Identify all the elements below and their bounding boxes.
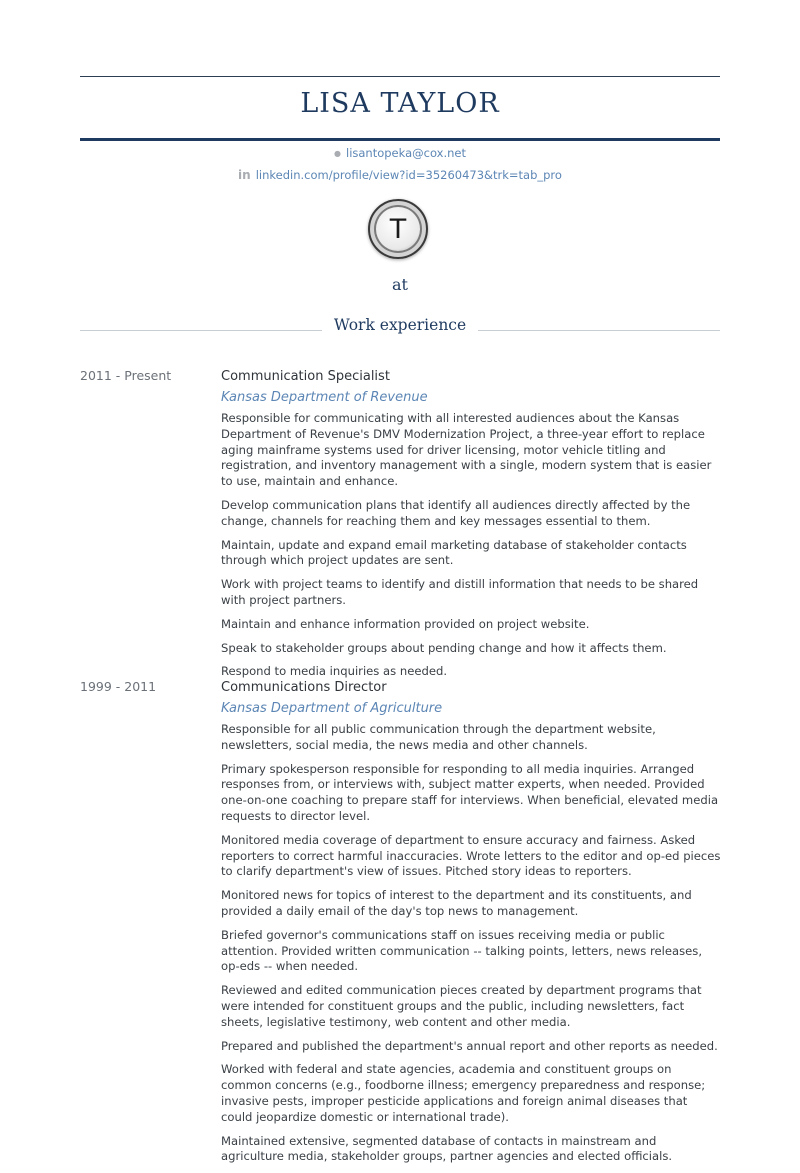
job-body [221,679,721,1173]
avatar [368,199,428,259]
duty-item: Primary spokesperson responsible for responding to all media inquiries. Arranged responses from, or interviews with, subject matter experts, when needed. Provided one-on-one coaching to prepare staff for interviews. When beneficial, elevated media requests to director level. [221,761,719,823]
duty-item: Responsible for communicating with all interested audiences about the Kansas Department of Revenue's DMV Modernization Project, a three-year effort to replace aging mainframe systems used for driver licensing, motor vehicle titling and registration, and inventory management with a single, modern system that is easier to use, maintain and enhance. [221,411,712,489]
headline: at [392,275,408,294]
name-underline [80,138,720,141]
contact-email[interactable] [80,146,720,160]
section-title: Work experience [333,316,467,334]
job-title: Communication Specialist [221,369,390,384]
linkedin-icon: in [238,168,251,182]
linkedin-link[interactable]: linkedin.com/profile/view?id=35260473&trk=tab_pro [255,168,562,182]
avatar-letter: T [389,213,407,245]
job-duties [221,411,721,680]
duty-item: Responsible for all public communication through the department website, newsletters, social media, the news media and other channels. [221,722,656,752]
job-title: Communications Director [221,680,387,695]
duty-item: Reviewed and edited communication pieces created by department programs that were intended for constituent groups and the public, including newsletters, fact sheets, legislative testimony, web content and other media. [221,983,702,1029]
top-divider [80,76,720,77]
email-link[interactable]: lisantopeka@cox.net [346,146,466,160]
job-company[interactable]: Kansas Department of Revenue [221,390,428,405]
duty-item: Develop communication plans that identify all audiences directly affected by the change, channels for reaching them and key messages essential to them. [221,497,691,528]
job-body [221,368,721,688]
duty-item: Work with project teams to identify and distill information that needs to be shared with project partners. [221,577,699,607]
duty-item: Monitored news for topics of interest to the department and its constituents, and provided a daily email of the day's top news to management. [221,888,692,918]
duty-item: Prepared and published the department's annual report and other reports as needed. [221,1038,718,1053]
duty-item: Monitored media coverage of department to ensure accuracy and fairness. Asked reporters to correct harmful inaccuracies. Wrote letters to the editor and op-ed pieces to clarify department's view of issues. Pitched story ideas to reporters. [221,832,721,879]
job-company[interactable]: Kansas Department of Agriculture [221,701,443,716]
duty-item: Worked with federal and state agencies, academia and constituent groups on common concerns (e.g., foodborne illness; emergency preparedness and response; invasive pests, improper pesticide applications and foreign animal diseases that could jeopardize domestic or international trade). [221,1062,706,1124]
duty-item: Maintain, update and expand email marketing database of stakeholder contacts through which project updates are sent. [221,537,687,568]
heading-rule-right [478,330,720,331]
duty-item: Respond to media inquiries as needed. [221,664,447,679]
duty-item: Speak to stakeholder groups about pending change and how it affects them. [221,640,667,655]
duty-item: Briefed governor's communications staff on issues receiving media or public attention. Provided written communication -- talking points, letters, news releases, op-eds -- when needed. [221,927,703,974]
job-dates: 1999 - 2011 [80,679,157,694]
job-duties [221,722,721,1165]
work-experience-heading [80,316,720,338]
duty-item: Maintain and enhance information provided on project website. [221,616,590,631]
contact-linkedin[interactable] [80,168,720,182]
candidate-name: LISA TAYLOR [300,88,500,119]
bullet-icon: ● [334,149,341,158]
job-dates: 2011 - Present [80,368,172,383]
duty-item: Maintained extensive, segmented database of contacts in mainstream and agriculture media, stakeholder groups, partner agencies and elected officials. [221,1133,673,1164]
